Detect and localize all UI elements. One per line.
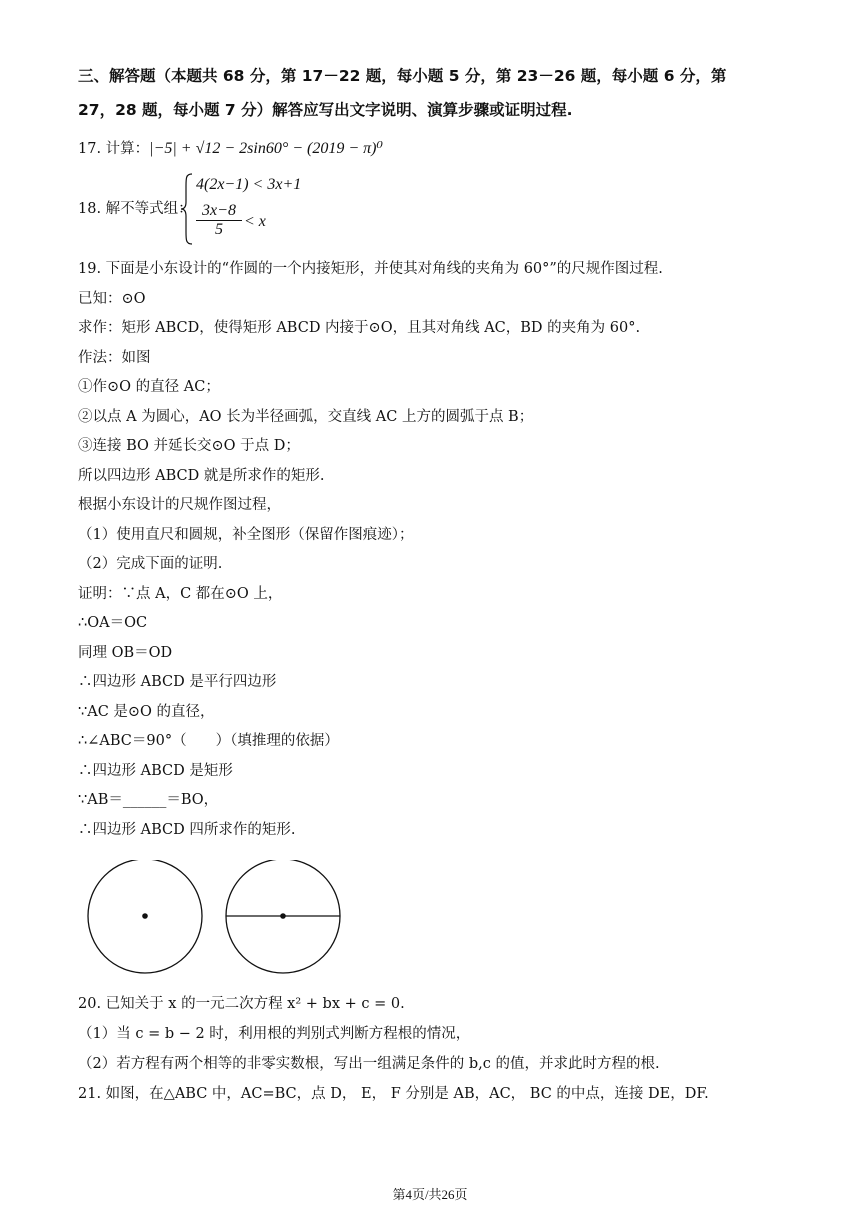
q19-part1: （1）使用直尺和圆规，补全图形（保留作图痕迹）；: [78, 527, 414, 543]
proof-line-8: ∵AB＝______＝BO，: [78, 792, 219, 808]
q19-step3: ③连接 BO 并延长交⊙O 于点 D；: [78, 438, 300, 454]
q19-known: 已知：⊙O: [78, 291, 146, 307]
q21-intro: 21. 如图，在△ABC 中，AC=BC，点 D， E， F 分别是 AB，AC， BC 的中点，连接 DE，DF.: [78, 1086, 709, 1102]
q18-inequality-2-rhs: < x: [244, 213, 266, 230]
q19-step2: ②以点 A 为圆心，AO 长为半径画弧，交直线 AC 上方的圆弧于点 B；: [78, 409, 534, 425]
proof-line-2: ∴OA＝OC: [78, 615, 148, 631]
q18-label: 18. 解不等式组：: [78, 201, 193, 217]
left-brace: [180, 172, 194, 246]
q18-fraction: [196, 202, 242, 239]
q18-numerator: 3x−8: [196, 202, 242, 221]
section-heading-line1: 三、解答题（本题共 68 分，第 17－22 题，每小题 5 分，第 23－26 题，每小题 6 分，第: [78, 67, 727, 85]
proof-line-6: ∴∠ABC＝90°（ ）（填推理的依据）: [78, 733, 339, 749]
q17-expression: |−5| + √12 − 2sin60° − (2019 − π)⁰: [149, 140, 383, 157]
question-17: [78, 139, 383, 159]
page-footer: 第4页/共26页: [392, 1187, 468, 1202]
q18-inequality-1: 4(2x−1) < 3x+1: [196, 176, 302, 193]
circle-figures: [84, 860, 354, 980]
q20-intro: 20. 已知关于 x 的一元二次方程 x² + bx + c = 0.: [78, 996, 405, 1012]
q19-intro: 19. 下面是小东设计的“作圆的一个内接矩形，并使其对角线的夹角为 60°”的尺规作图过程.: [78, 261, 663, 277]
q19-method: 作法：如图: [78, 350, 151, 366]
proof-line-5: ∵AC 是⊙O 的直径，: [78, 704, 215, 720]
center-point-2: [280, 913, 286, 919]
proof-line-9: ∴四边形 ABCD 四所求作的矩形.: [78, 822, 296, 838]
q18-denominator: 5: [215, 221, 223, 238]
q20-part1: （1）当 c = b − 2 时，利用根的判别式判断方程根的情况，: [78, 1026, 471, 1042]
proof-line-1: 证明：∵点 A，C 都在⊙O 上，: [78, 586, 283, 602]
q19-step1: ①作⊙O 的直径 AC；: [78, 379, 220, 395]
proof-line-3: 同理 OB＝OD: [78, 645, 173, 661]
center-point-1: [142, 913, 148, 919]
proof-line-4: ∴四边形 ABCD 是平行四边形: [78, 674, 277, 690]
q19-according: 根据小东设计的尺规作图过程，: [78, 497, 281, 513]
q17-label: 17. 计算：: [78, 141, 150, 157]
proof-line-7: ∴四边形 ABCD 是矩形: [78, 763, 233, 779]
q19-task: 求作：矩形 ABCD，使得矩形 ABCD 内接于⊙O，且其对角线 AC，BD 的夹角为 60°.: [78, 320, 641, 336]
q20-part2: （2）若方程有两个相等的非零实数根，写出一组满足条件的 b,c 的值，并求此时方程的根.: [78, 1056, 660, 1072]
section-heading-line2: 27，28 题，每小题 7 分）解答应写出文字说明、演算步骤或证明过程.: [78, 101, 573, 119]
q19-conclusion: 所以四边形 ABCD 就是所求作的矩形.: [78, 468, 325, 484]
q19-part2: （2）完成下面的证明.: [78, 556, 223, 572]
